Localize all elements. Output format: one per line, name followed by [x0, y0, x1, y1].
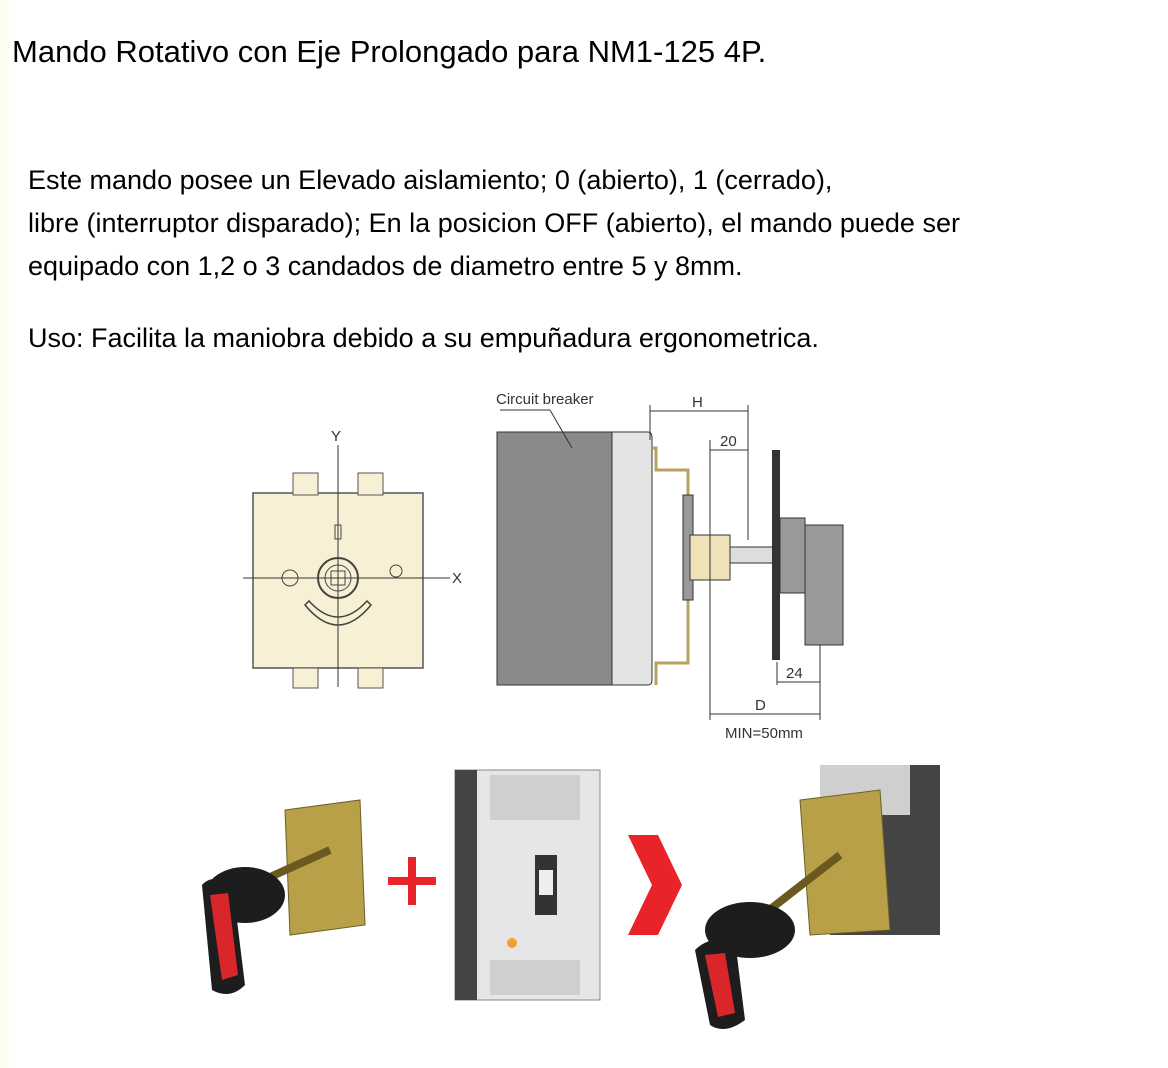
- dim-20-label: 20: [720, 433, 737, 450]
- arrow-right-icon: [628, 835, 682, 935]
- circuit-breaker-product: [455, 770, 600, 1000]
- dim-d-label: D: [755, 697, 766, 714]
- assembly-illustration: [190, 755, 950, 1055]
- description-line-1: Este mando posee un Elevado aislamiento; 0 (abierto), 1 (cerrado),: [28, 165, 833, 195]
- dim-24-label: 24: [786, 665, 803, 682]
- usage-text: Uso: Facilita la maniobra debido a su empuñadura ergonometrica.: [28, 323, 819, 353]
- axis-y-label: Y: [331, 428, 342, 445]
- description-line-2: libre (interruptor disparado); En la posicion OFF (abierto), el mando puede ser: [28, 208, 960, 238]
- min-note-label: MIN=50mm: [725, 725, 803, 742]
- page-title: Mando Rotativo con Eje Prolongado para NM1-125 4P.: [12, 34, 767, 69]
- rotary-handle-product: [202, 800, 365, 994]
- axis-x-label: X: [452, 570, 463, 587]
- side-view-diagram: [480, 380, 860, 750]
- page-edge: [0, 0, 9, 1068]
- description-line-3: equipado con 1,2 o 3 candados de diametro entre 5 y 8mm.: [28, 251, 743, 281]
- plus-icon: [388, 857, 436, 905]
- circuit-breaker-label: Circuit breaker: [496, 391, 594, 408]
- assembled-product: [695, 765, 940, 1029]
- dim-h-label: H: [692, 394, 703, 411]
- front-view-diagram: [235, 425, 465, 695]
